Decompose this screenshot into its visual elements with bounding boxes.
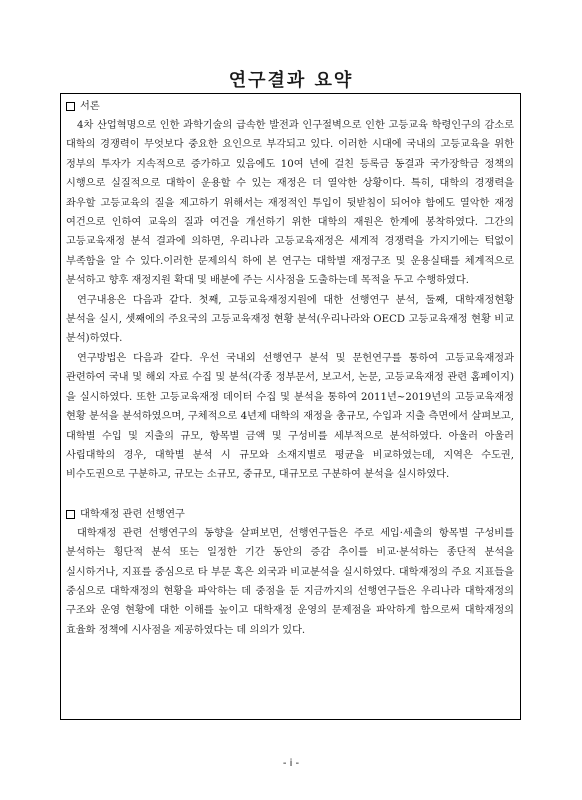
page-title: 연구결과 요약 (228, 70, 354, 91)
paragraph: 4차 산업혁명으로 인한 과학기술의 급속한 발전과 인구절벽으로 인한 고등교육 학령인구의 감소로 대학의 경쟁력이 무엇보다 중요한 요인으로 부각되고 있다. 이러한 시대에 국내의 고등교육을 위한 정부의 투자가 지속적으로 증가하고 있음에도 10여 년에 걸친 등록금 동결과 국가장학금 정책의 시행으로 실질적으로 대학이 운용할 수 있는 재정은 더 열악한 상황이다. 특히, 대학의 경쟁력을 좌우할 고등교육의 질을 제고하기 위해서는 재정적인 투입이 뒷받침이 되어야 함에도 열악한 재정 여건으로 인하여 교육의 질과 여건을 개선하기 위한 대학의 재원은 한계에 봉착하였다. 그간의 고등교육재정 분석 결과에 의하면, 우리나라 고등교육재정은 세계적 경쟁력을 가지기에는 턱없이 부족함을 알 수 있다.이러한 문제의식 하에 본 연구는 대학별 재정구조 및 운용실태를 체계적으로 분석하고 향후 재정지원 확대 및 배분에 주는 시사점을 도출하는데 목적을 두고 수행하였다. (66, 120, 514, 287)
section-heading-introduction (66, 97, 514, 116)
section-heading-label: 대학재정 관련 선행연구 (80, 508, 185, 520)
summary-box (60, 93, 521, 720)
summary-content (61, 94, 520, 640)
paragraph: 연구내용은 다음과 같다. 첫째, 고등교육재정지원에 대한 선행연구 분석, 둘째, 대학재정현황 분석을 실시, 셋째에의 주요국의 고등교육재정 현황 분석(우리나라와 OECD 고등교육재정 현황 비교 분석)하였다. (66, 294, 514, 345)
checkbox-icon (66, 102, 75, 111)
checkbox-icon (66, 510, 75, 519)
page-number: - i - (282, 758, 300, 769)
paragraph: 연구방법은 다음과 같다. 우선 국내외 선행연구 분석 및 문헌연구를 통하여 고등교육재정과 관련하여 국내 및 해외 자료 수집 및 분석(각종 정부문서, 보고서, 논문, 고등교육재정 관련 홈페이지)을 실시하였다. 또한 고등교육재정 데이터 수집 및 분석을 통하여 2011년~2019년의 고등교육재정 현황 분석을 분석하였으며, 구체적으로 4년제 대학의 재정을 총규모, 수입과 지출 측면에서 살펴보고, 대학별 수입 및 지출의 규모, 항목별 금액 및 구성비를 세부적으로 분석하였다. 아울러 아울러 사립대학의 경우, 대학별 분석 시 규모와 소재지별로 평균을 비교하였는데, 지역은 수도권, 비수도권으로 구분하고, 규모는 소규모, 중규모, 대규모로 구분하여 분석을 실시하였다. (66, 352, 514, 481)
paragraph: 대학재정 관련 선행연구의 동향을 살펴보면, 선행연구들은 주로 세입·세출의 항목별 구성비를 분석하는 횡단적 분석 또는 일정한 기간 동안의 증감 추이를 비교·분석하는 종단적 분석을 실시하거나, 지표를 중심으로 타 부문 혹은 외국과 비교분석을 실시하였다. 대학재정의 주요 지표들을 중심으로 대학재정의 현황을 파악하는 데 중점을 둔 지금까지의 선행연구들은 우리나라 대학재정의 구조와 운영 현황에 대한 이해를 높이고 대학재정 운영의 문제점을 파악하게 함으로써 대학재정의 효율화 정책에 시사점을 제공하였다는 데 의의가 있다. (66, 527, 514, 636)
section-heading-prior-research (66, 505, 514, 524)
section-heading-label: 서론 (80, 100, 100, 112)
